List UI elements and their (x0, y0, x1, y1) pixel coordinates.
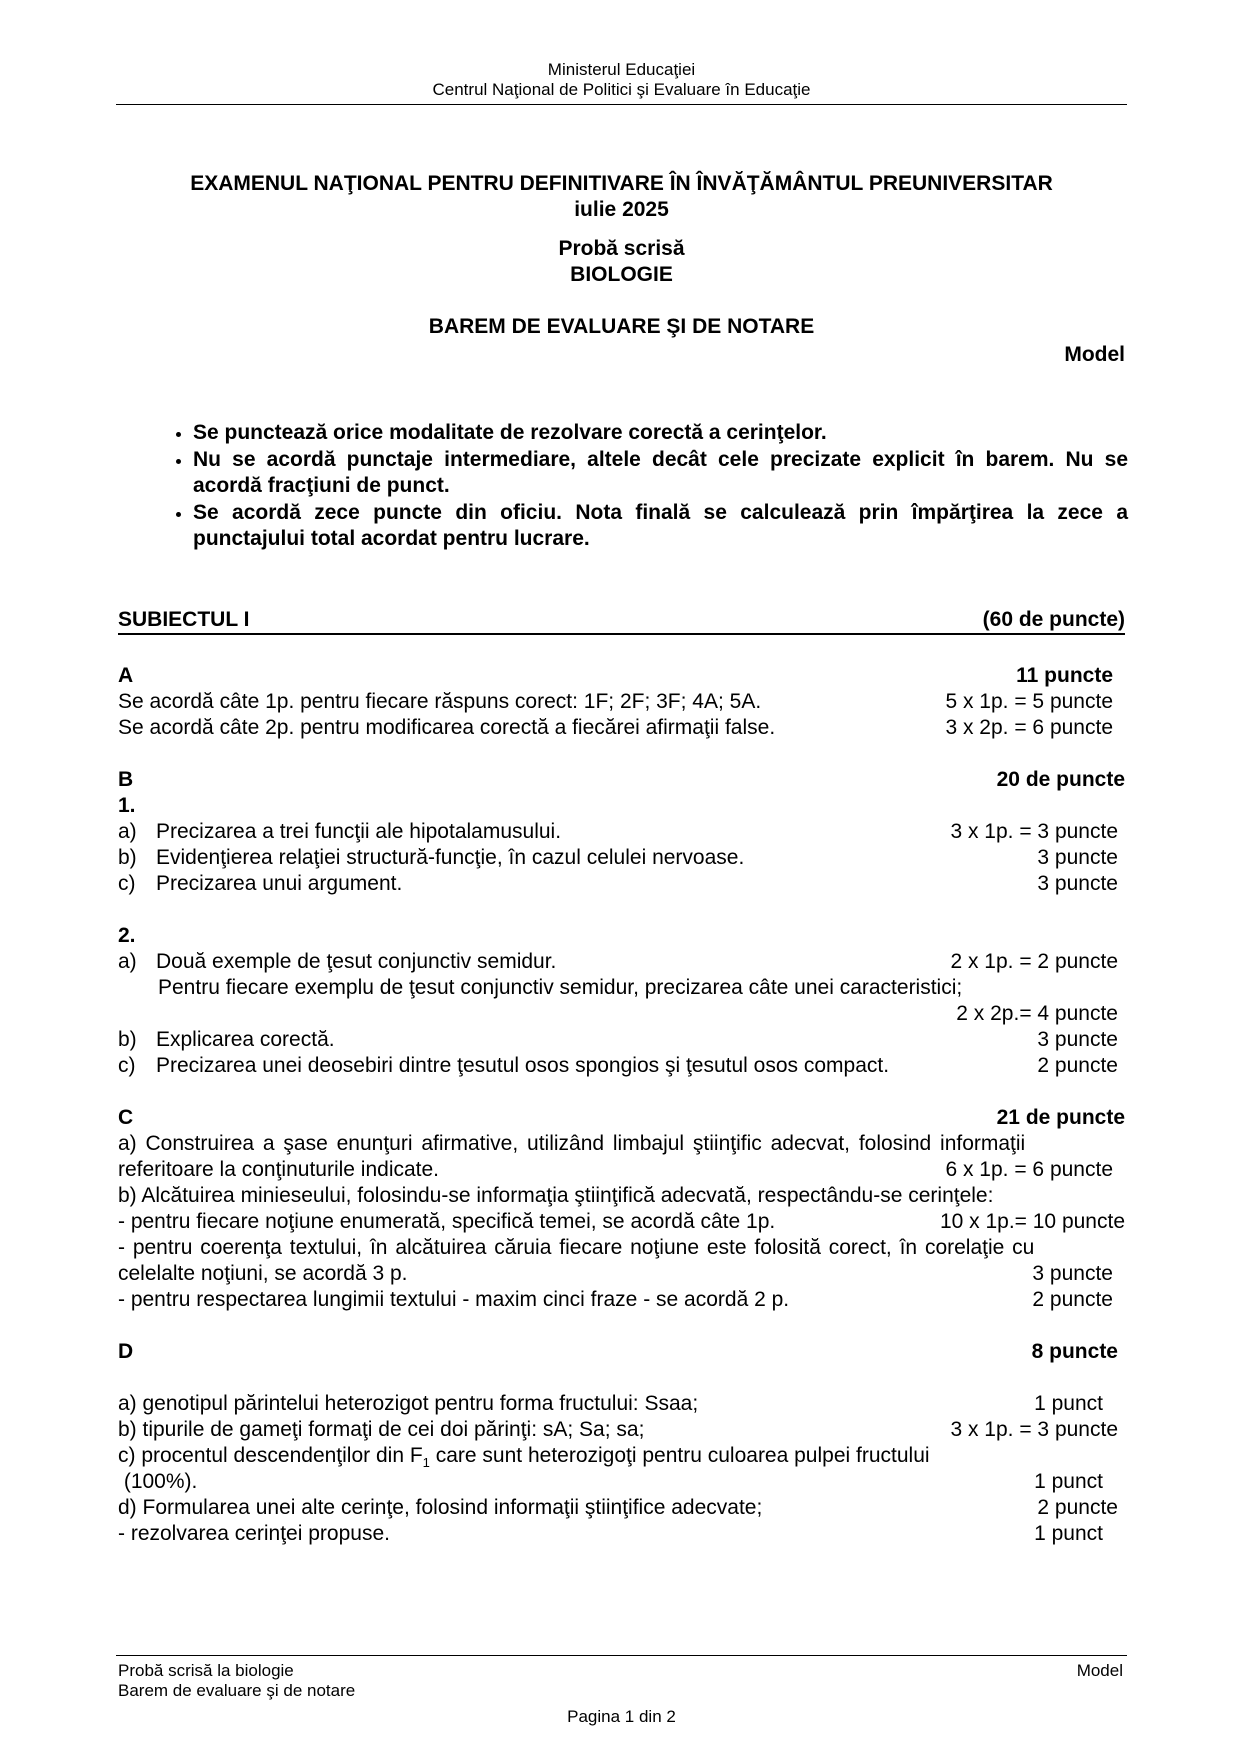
item-text: Precizarea a trei funcţii ale hipotalamusului. (156, 820, 562, 843)
footer-left-2: Barem de evaluare şi de notare (118, 1681, 356, 1700)
item-text: Precizarea unei deosebiri dintre ţesutul osos spongios şi ţesutul osos compact. (156, 1054, 890, 1077)
item-letter: b) (118, 846, 137, 869)
question-number: 2. (118, 924, 136, 947)
section-b-heading (118, 767, 1125, 794)
item-text: Se acordă câte 1p. pentru fiecare răspuns corect: 1F; 2F; 3F; 4A; 5A. (118, 690, 762, 713)
item-text: Evidenţierea relaţiei structură-funcţie, în cazul celulei nervoase. (156, 846, 745, 869)
section-d-a (118, 1391, 1103, 1418)
section-d-e (118, 1521, 1103, 1548)
question-2-extra (118, 975, 1118, 1002)
subject-1-points: (60 de puncte) (982, 608, 1125, 631)
section-d-b (118, 1417, 1118, 1444)
section-c-b2-line2 (118, 1261, 1113, 1288)
section-d-label: D (118, 1340, 134, 1363)
item-letter: a) (118, 950, 137, 973)
question-1-label (118, 793, 1125, 820)
item-letter: c) (118, 872, 136, 895)
item-letter: c) (118, 1054, 136, 1077)
question-2-item (118, 1027, 1118, 1054)
item-text: (100%). (118, 1470, 198, 1493)
section-d-d (118, 1495, 1118, 1522)
question-2-label (118, 923, 1125, 950)
item-score: 3 x 1p. = 3 puncte (950, 1418, 1118, 1441)
question-2-extra-score (118, 1001, 1118, 1028)
item-text: b) tipurile de gameţi formaţi de cei doi părinţi: sA; Sa; sa; (118, 1418, 645, 1441)
grading-rules (118, 420, 1128, 553)
section-c-b-intro (118, 1183, 1125, 1210)
item-text-part: care sunt heterozigoţi pentru culoarea pulpei fructului (429, 1444, 930, 1467)
rule-item: • Nu se acordă punctaje intermediare, altele decât cele precizate explicit în barem. Nu se acordă fracţiuni de punct. (193, 447, 1128, 500)
section-c-heading (118, 1105, 1125, 1132)
question-number: 1. (118, 794, 136, 817)
item-text: a) Construirea a şase enunţuri afirmative, utilizând limbajul ştiinţific adecvat, folosind informaţii (118, 1132, 1026, 1155)
section-a-item (118, 715, 1113, 742)
item-score: 3 puncte (1032, 1262, 1113, 1285)
item-text: referitoare la conţinuturile indicate. (118, 1158, 440, 1181)
section-a-item (118, 689, 1113, 716)
section-c-b3 (118, 1287, 1113, 1314)
item-text: Se acordă câte 2p. pentru modificarea corectă a fiecărei afirmaţii false. (118, 716, 776, 739)
item-score: 10 x 1p.= 10 puncte (939, 1210, 1125, 1233)
item-score: 1 punct (1034, 1392, 1103, 1415)
item-score: 2 x 1p. = 2 puncte (950, 950, 1118, 973)
section-d-c-line2 (118, 1469, 1103, 1496)
section-d-heading (118, 1339, 1118, 1366)
page-number: Pagina 1 din 2 (567, 1707, 676, 1726)
section-a-heading (118, 663, 1113, 690)
question-1-item (118, 819, 1118, 846)
footer-left-1: Probă scrisă la biologie (118, 1661, 294, 1680)
item-score: 2 puncte (1032, 1288, 1113, 1311)
rule-item: • Se acordă zece puncte din oficiu. Nota finală se calculează prin împărţirea la zece a punctajului total acordat pentru lucrare. (193, 500, 1128, 553)
item-text: - pentru fiecare noţiune enumerată, specifică temei, se acordă câte 1p. (118, 1210, 776, 1233)
item-text: - pentru respectarea lungimii textului - maxim cinci fraze - se acordă 2 p. (118, 1288, 790, 1311)
question-1-item (118, 871, 1118, 898)
variant-label: Model (1064, 343, 1125, 366)
item-letter: a) (118, 820, 137, 843)
item-score: 3 puncte (1037, 846, 1118, 869)
item-text: d) Formularea unei alte cerinţe, folosind informaţii ştiinţifice adecvate; (118, 1496, 763, 1519)
item-score: 5 x 1p. = 5 puncte (945, 690, 1113, 713)
footer-rule (116, 1655, 1127, 1656)
section-d-points: 8 puncte (1031, 1340, 1118, 1363)
header-rule (116, 104, 1127, 105)
subject-1-heading (118, 607, 1125, 635)
question-2-item (118, 1053, 1118, 1080)
item-score: 3 puncte (1037, 1028, 1118, 1051)
test-type: Probă scrisă (558, 237, 685, 260)
subject-1-label: SUBIECTUL I (118, 608, 250, 631)
item-text: Două exemple de ţesut conjunctiv semidur. (156, 950, 557, 973)
item-score: 1 punct (1034, 1522, 1103, 1545)
item-score: 2 puncte (1037, 1054, 1118, 1077)
item-letter: b) (118, 1028, 137, 1051)
exam-session: iulie 2025 (574, 198, 669, 221)
item-text (118, 1443, 930, 1470)
item-score: 3 puncte (1037, 872, 1118, 895)
section-c-a-line1 (118, 1131, 1125, 1158)
item-text: a) genotipul părintelui heterozigot pentru forma fructului: Ssaa; (118, 1392, 699, 1415)
rule-item: • Se punctează orice modalitate de rezolvare corectă a cerinţelor. (193, 420, 1128, 447)
item-text-part: c) procentul descendenţilor din F (118, 1444, 423, 1467)
ministry-name: Ministerul Educaţiei (547, 60, 696, 79)
item-text: - pentru coerenţa textului, în alcătuirea căruia fiecare noţiune este folosită corect, în corelaţie cu (118, 1236, 1035, 1259)
section-c-label: C (118, 1106, 134, 1129)
item-text: b) Alcătuirea minieseului, folosindu-se informaţia ştiinţifică adecvată, respectându-se cerinţele: (118, 1184, 994, 1207)
question-2-item (118, 949, 1118, 976)
item-score: 2 puncte (1037, 1496, 1118, 1519)
item-score: 2 x 2p.= 4 puncte (956, 1002, 1118, 1025)
section-a-points: 11 puncte (1016, 664, 1113, 687)
item-text: - rezolvarea cerinţei propuse. (118, 1522, 390, 1545)
document-title: BAREM DE EVALUARE ŞI DE NOTARE (428, 315, 815, 338)
item-score: 6 x 1p. = 6 puncte (945, 1158, 1113, 1181)
center-name: Centrul Naţional de Politici şi Evaluare în Educaţie (432, 80, 811, 99)
item-score: 3 x 2p. = 6 puncte (945, 716, 1113, 739)
section-c-b2-line1 (118, 1235, 1125, 1262)
section-a-label: A (118, 664, 134, 687)
item-text: celelalte noţiuni, se acordă 3 p. (118, 1262, 408, 1285)
item-score: 3 x 1p. = 3 puncte (950, 820, 1118, 843)
item-text: Precizarea unui argument. (156, 872, 403, 895)
footer-right: Model (1076, 1661, 1123, 1680)
section-c-points: 21 de puncte (996, 1106, 1125, 1129)
section-c-b1 (118, 1209, 1125, 1236)
section-b-points: 20 de puncte (996, 768, 1125, 791)
question-1-item (118, 845, 1118, 872)
item-score: 1 punct (1034, 1470, 1103, 1493)
section-d-c-line1 (118, 1443, 1125, 1470)
item-text: Explicarea corectă. (156, 1028, 335, 1051)
subject-name: BIOLOGIE (570, 263, 673, 286)
section-c-a-line2 (118, 1157, 1113, 1184)
subscript: 1 (422, 1455, 430, 1471)
exam-title: EXAMENUL NAŢIONAL PENTRU DEFINITIVARE ÎN ÎNVĂŢĂMÂNTUL PREUNIVERSITAR (190, 172, 1053, 195)
section-b-label: B (118, 768, 134, 791)
item-text: Pentru fiecare exemplu de ţesut conjunctiv semidur, precizarea câte unei caracteristici; (158, 976, 963, 999)
